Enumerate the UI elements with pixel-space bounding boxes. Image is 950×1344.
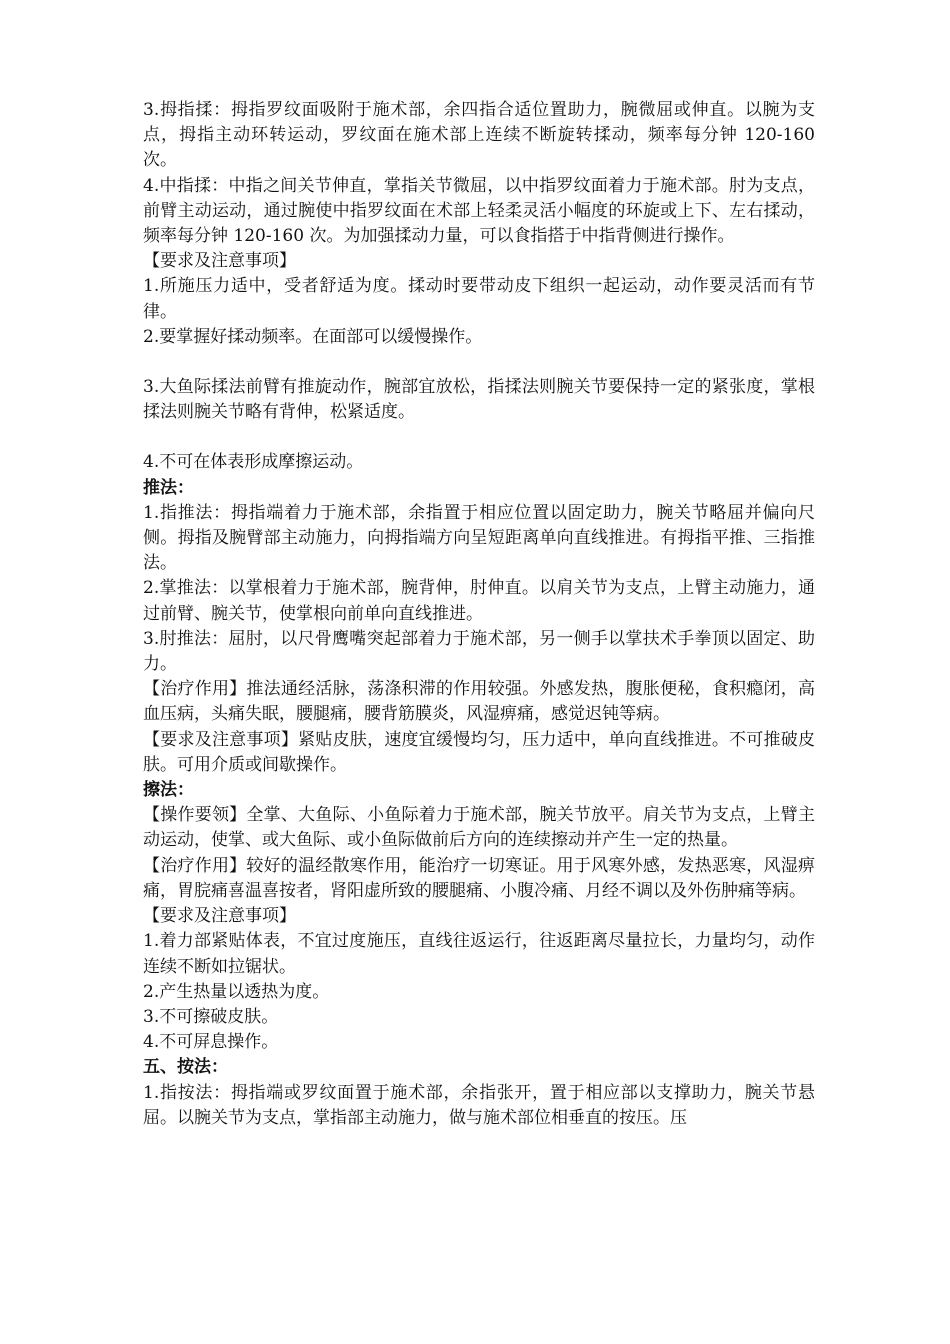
list-item: 1.指按法：拇指端或罗纹面置于施术部，余指张开，置于相应部以支撑助力，腕关节悬屈。以腕关节为支点，掌指部主动施力，做与施术部位相垂直的按压。压 bbox=[143, 1082, 815, 1128]
list-item: 2.掌推法：以掌根着力于施术部，腕背伸，肘伸直。以肩关节为支点，上臂主动施力，通过前臂、腕关节，使掌根向前单向直线推进。 bbox=[143, 578, 815, 624]
spacer bbox=[143, 350, 815, 375]
list-item: 3.肘推法：屈肘，以尺骨鹰嘴突起部着力于施术部，另一侧手以掌扶术手拳顶以固定、助力。 bbox=[143, 628, 815, 675]
section-heading-requirements: 【要求及注意事项】 bbox=[143, 906, 296, 927]
paragraph-requirements: 【要求及注意事项】紧贴皮肤，速度宜缓慢均匀，压力适中，单向直线推进。不可推破皮肤。可用介质或间歇操作。 bbox=[143, 729, 815, 775]
list-item: 1.所施压力适中，受者舒适为度。揉动时要带动皮下组织一起运动，动作要灵活而有节律。 bbox=[143, 276, 815, 322]
list-item: 4.不可屏息操作。 bbox=[143, 1032, 279, 1053]
document-page bbox=[143, 98, 815, 1131]
paragraph-therapeutic-effect: 【治疗作用】推法通经活脉，荡涤积滞的作用较强。外感发热，腹胀便秘，食积瘾闭，高血压病，头痛失眠，腰腿痛，腰背筋膜炎，风湿痹痛，感觉迟钝等病。 bbox=[143, 679, 815, 725]
paragraph-thumb-kneading: 3.拇指揉：拇指罗纹面吸附于施术部，余四指合适位置助力，腕微屈或伸直。以腕为支点，拇指主动环转运动，罗纹面在施术部上连续不断旋转揉动，频率每分钟 120-160 次。 bbox=[143, 100, 815, 171]
section-heading-press-method: 五、按法： bbox=[143, 1057, 228, 1078]
list-item: 2.产生热量以透热为度。 bbox=[143, 981, 330, 1002]
list-item: 2.要掌握好揉动频率。在面部可以缓慢操作。 bbox=[143, 326, 483, 347]
paragraph-middle-finger-kneading: 4.中指揉：中指之间关节伸直，掌指关节微屈，以中指罗纹面着力于施术部。肘为支点，前臂主动运动，通过腕使中指罗纹面在术部上轻柔灵活小幅度的环旋或上下、左右揉动，频率每分钟 120-160 次。为加强揉动力量，可以食指搭于中指背侧进行操作。 bbox=[143, 175, 815, 247]
paragraph-therapeutic-effect: 【治疗作用】较好的温经散寒作用，能治疗一切寒证。用于风寒外感，发热恶寒，风湿痹痛，胃脘痛喜温喜按者，肾阳虚所致的腰腿痛、小腹冷痛、月经不调以及外伤肿痛等病。 bbox=[143, 855, 815, 901]
list-item: 3.不可擦破皮肤。 bbox=[143, 1006, 279, 1027]
list-item: 4.不可在体表形成摩擦运动。 bbox=[143, 452, 364, 473]
list-item: 3.大鱼际揉法前臂有推旋动作，腕部宜放松，指揉法则腕关节要保持一定的紧张度，掌根揉法则腕关节略有背伸，松紧适度。 bbox=[143, 377, 815, 423]
list-item: 1.着力部紧贴体表，不宜过度施压，直线往返运行，往返距离尽量拉长，力量均匀，动作连续不断如拉锯状。 bbox=[143, 931, 815, 977]
paragraph-operation-points: 【操作要领】全掌、大鱼际、小鱼际着力于施术部，腕关节放平。肩关节为支点，上臂主动运动，使掌、或大鱼际、或小鱼际做前后方向的连续擦动并产生一定的热量。 bbox=[143, 805, 815, 851]
section-heading-rub-method: 擦法： bbox=[143, 780, 194, 801]
list-item: 1.指推法：拇指端着力于施术部，余指置于相应位置以固定助力，腕关节略屈并偏向尺侧。拇指及腕臂部主动施力，向拇指端方向呈短距离单向直线推进。有拇指平推、三指推法。 bbox=[143, 502, 815, 574]
spacer bbox=[143, 425, 815, 450]
section-heading-push-method: 推法： bbox=[143, 477, 194, 498]
section-heading-requirements: 【要求及注意事项】 bbox=[143, 251, 296, 272]
